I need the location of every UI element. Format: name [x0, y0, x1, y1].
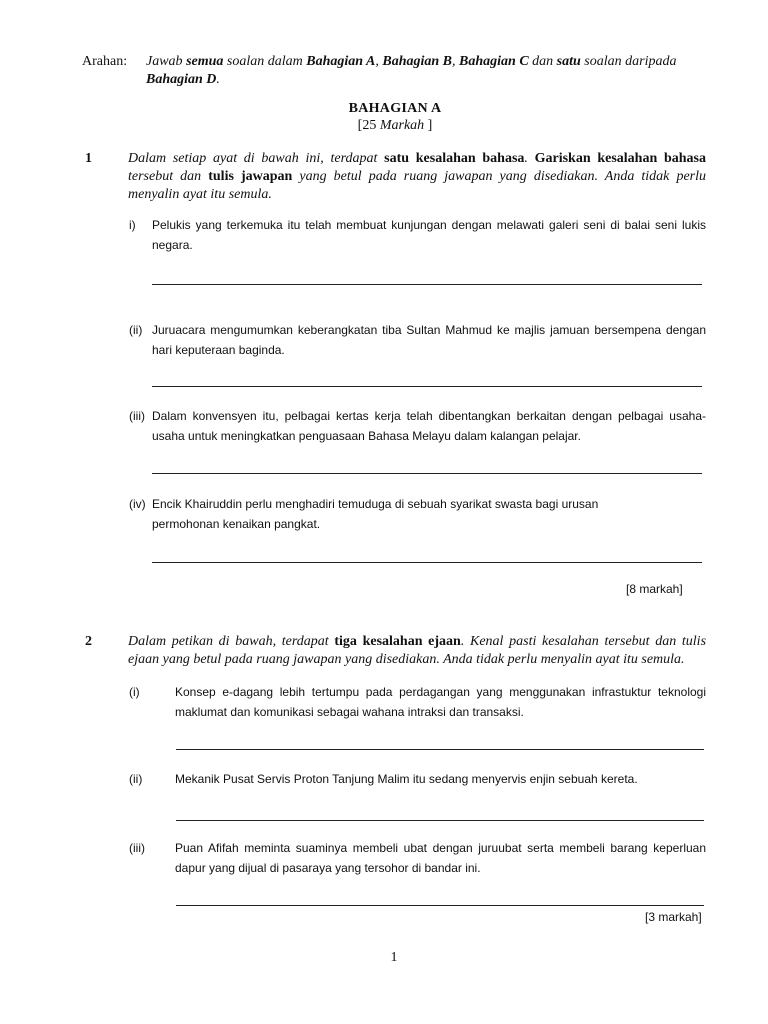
item-number: (iii)	[129, 409, 145, 423]
instr-bold: Bahagian A	[306, 54, 376, 69]
q1-intro-bold: Gariskan kesalahan bahasa	[534, 151, 706, 166]
q1-intro-part: Dalam setiap ayat di bawah ini, terdapat	[128, 151, 385, 166]
instr-part: soalan dalam	[223, 54, 307, 69]
q1-intro-part: tersebut dan	[128, 169, 209, 184]
item-text: Juruacara mengumumkan keberangkatan tiba Sultan Mahmud ke majlis jamuan bersempena dengan hari keputeraan baginda.	[152, 323, 706, 357]
item-number: (i)	[129, 685, 140, 699]
section-title: BAHAGIAN A	[348, 101, 442, 116]
section-marks-open: [25	[357, 118, 380, 133]
item-text: Encik Khairuddin perlu menghadiri temuduga di sebuah syarikat swasta bagi urusan permohonan kenaikan pangkat.	[152, 497, 599, 531]
instructions-label: Arahan:	[82, 54, 128, 69]
page-number: 1	[390, 950, 398, 965]
q1-intro-bold: satu kesalahan bahasa	[384, 151, 525, 166]
answer-line[interactable]	[176, 820, 704, 821]
section-marks-word: Markah	[379, 118, 425, 133]
item-number: (ii)	[129, 772, 143, 786]
question-2-instructions	[128, 633, 706, 669]
item-text: Pelukis yang terkemuka itu telah membuat kunjungan dengan melawati galeri seni di balai seni lukis negara.	[152, 218, 706, 252]
instr-part: .	[216, 72, 220, 87]
instr-bold: Bahagian B	[382, 54, 453, 69]
q1-intro-part: .	[524, 151, 535, 166]
instr-bold: semua	[186, 54, 224, 69]
instr-part: soalan daripada	[580, 54, 677, 69]
answer-line[interactable]	[176, 749, 704, 750]
q1-intro-bold: tulis jawapan	[208, 169, 293, 184]
instr-bold: satu	[556, 54, 581, 69]
item-number: (iv)	[129, 497, 146, 511]
item-text: Puan Afifah meminta suaminya membeli ubat dengan juruubat serta membeli barang keperluan dapur yang dijual di pasaraya yang tersohor di bandar ini.	[175, 841, 706, 875]
item-text: Mekanik Pusat Servis Proton Tanjung Malim itu sedang menyervis enjin sebuah kereta.	[175, 772, 638, 786]
question-1-marks: [8 markah]	[626, 582, 683, 596]
item-number: (iii)	[129, 841, 145, 855]
instr-part: ,	[452, 54, 460, 69]
answer-line[interactable]	[152, 562, 702, 563]
section-marks-close: ]	[424, 118, 433, 133]
item-number: (ii)	[129, 323, 143, 337]
question-1-number: 1	[85, 151, 92, 166]
section-marks	[290, 118, 500, 134]
q2-intro-bold: tiga kesalahan ejaan	[334, 634, 461, 649]
q1-intro-part: yang betul pada ruang jawapan yang disediakan. Anda tidak perlu menyalin ayat itu semula.	[128, 169, 707, 202]
instr-part: dan	[528, 54, 557, 69]
instr-part: ,	[375, 54, 383, 69]
item-number: i)	[129, 218, 136, 232]
instr-bold: Bahagian C	[459, 54, 529, 69]
instructions-text	[146, 53, 712, 89]
instr-part: Jawab	[146, 54, 187, 69]
item-text: Konsep e-dagang lebih tertumpu pada perdagangan yang menggunakan infrastuktur teknologi maklumat dan komunikasi sebagai wahana intraksi dan transaksi.	[175, 685, 706, 719]
answer-line[interactable]	[152, 284, 702, 285]
q2-intro-part: . Kenal pasti kesalahan tersebut dan tulis ejaan yang betul pada ruang jawapan yang disediakan. Anda tidak perlu menyalin ayat itu semula.	[128, 634, 707, 667]
q2-intro-part: Dalam petikan di bawah, terdapat	[128, 634, 335, 649]
question-2-number: 2	[85, 634, 92, 649]
instr-bold: Bahagian D	[146, 72, 217, 87]
answer-line[interactable]	[152, 386, 702, 387]
answer-line[interactable]	[152, 473, 702, 474]
question-1-instructions	[128, 150, 706, 204]
question-2-marks: [3 markah]	[645, 910, 702, 924]
item-text: Dalam konvensyen itu, pelbagai kertas kerja telah dibentangkan berkaitan dengan pelbagai usaha-usaha untuk meningkatkan penguasaan Bahasa Melayu dalam kalangan pelajar.	[152, 409, 706, 443]
answer-line[interactable]	[176, 905, 704, 906]
